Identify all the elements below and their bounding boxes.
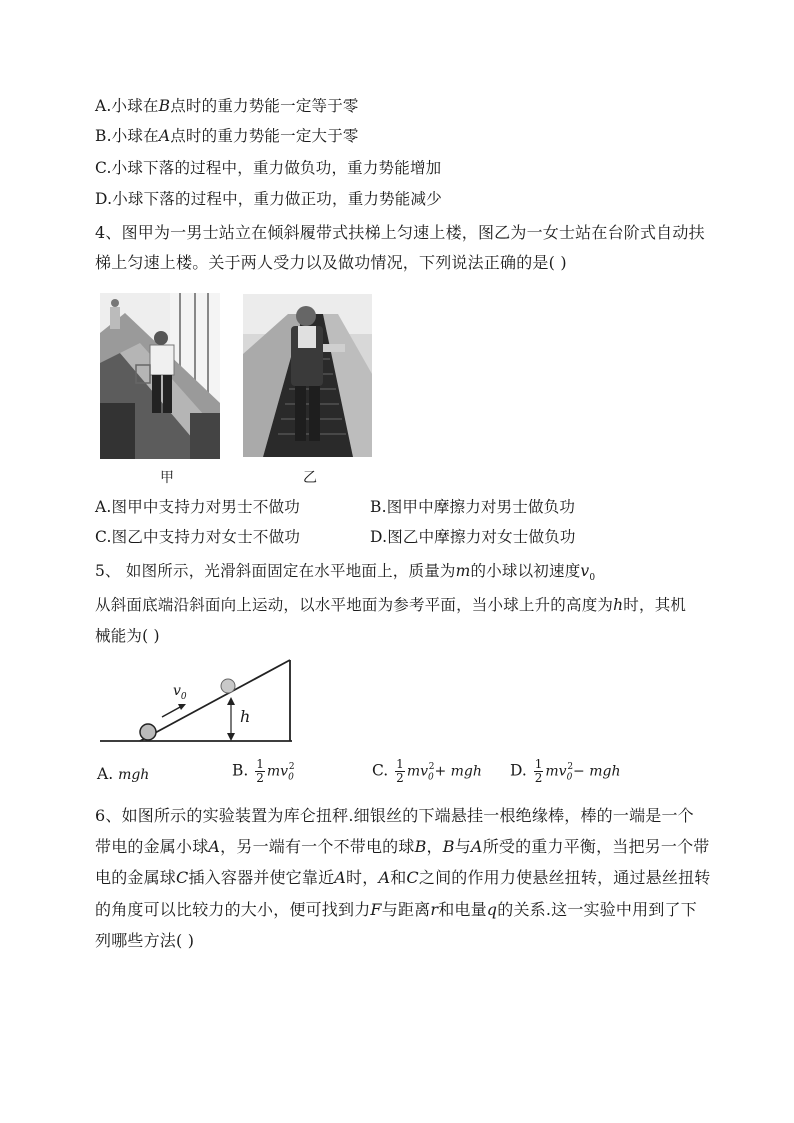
q5-stem-line3: 械能为( ) bbox=[95, 627, 160, 645]
fig-v0-label: $v_0$ bbox=[173, 683, 187, 702]
q4-stem-line2: 梯上匀速上楼。关于两人受力以及做功情况，下列说法正确的是( ) bbox=[95, 253, 567, 272]
q3-option-b: B.小球在A点时的重力势能一定大于零 bbox=[95, 127, 359, 145]
q5-option-b: B. $\frac{1}{2}$ $mv_0^2$ bbox=[232, 757, 295, 785]
caption-jia: 甲 bbox=[160, 470, 174, 486]
q3-option-c: C.小球下落的过程中，重力做负功，重力势能增加 bbox=[95, 159, 442, 177]
q6-stem-line1: 6、如图所示的实验装置为库仑扭秤.细银丝的下端悬挂一根绝缘棒，棒的一端是一个 bbox=[95, 806, 694, 825]
caption-yi: 乙 bbox=[303, 470, 317, 486]
q4-option-c: C.图乙中支持力对女士不做功 bbox=[95, 528, 301, 546]
q4-option-a: A.图甲中支持力对男士不做功 bbox=[95, 498, 300, 516]
q5-stem-line1: 5、 如图所示，光滑斜面固定在水平地面上，质量为m的小球以初速度$v_0$ bbox=[95, 562, 596, 584]
q4-option-b: B.图甲中摩擦力对男士做负功 bbox=[370, 498, 576, 516]
q4-stem-line1: 4、图甲为一男士站立在倾斜履带式扶梯上匀速上楼，图乙为一女士站在台阶式自动扶 bbox=[95, 223, 705, 242]
q5-option-a: A. mgh bbox=[97, 765, 150, 783]
q3-option-d: D.小球下落的过程中，重力做正功，重力势能减少 bbox=[95, 190, 442, 208]
q6-stem-line3: 电的金属球C插入容器并使它靠近A时，A和C之间的作用力使悬丝扭转，通过悬丝扭转 bbox=[95, 868, 711, 887]
q6-stem-line5: 列哪些方法( ) bbox=[95, 931, 195, 950]
q3-option-a: A.小球在B点时的重力势能一定等于零 bbox=[95, 97, 359, 115]
q5-stem-line2: 从斜面底端沿斜面向上运动，以水平地面为参考平面，当小球上升的高度为h时，其机 bbox=[95, 596, 687, 614]
q6-stem-line2: 带电的金属小球A，另一端有一个不带电的球B，B与A所受的重力平衡，当把另一个带 bbox=[95, 837, 710, 856]
q6-stem-line4: 的角度可以比较力的大小，便可找到力F与距离r和电量q的关系.这一实验中用到了下 bbox=[95, 900, 697, 919]
fig-h-label: h bbox=[240, 707, 251, 726]
q4-option-d: D.图乙中摩擦力对女士做负功 bbox=[370, 528, 576, 546]
q5-option-d: D. $\frac{1}{2}$ $mv_0^2-$ mgh bbox=[510, 757, 621, 785]
incline-figure bbox=[100, 655, 300, 747]
photo-step-escalator bbox=[243, 294, 372, 457]
photo-belt-escalator bbox=[100, 293, 220, 459]
q5-option-c: C. $\frac{1}{2}$ $mv_0^2+$ mgh bbox=[372, 757, 482, 785]
